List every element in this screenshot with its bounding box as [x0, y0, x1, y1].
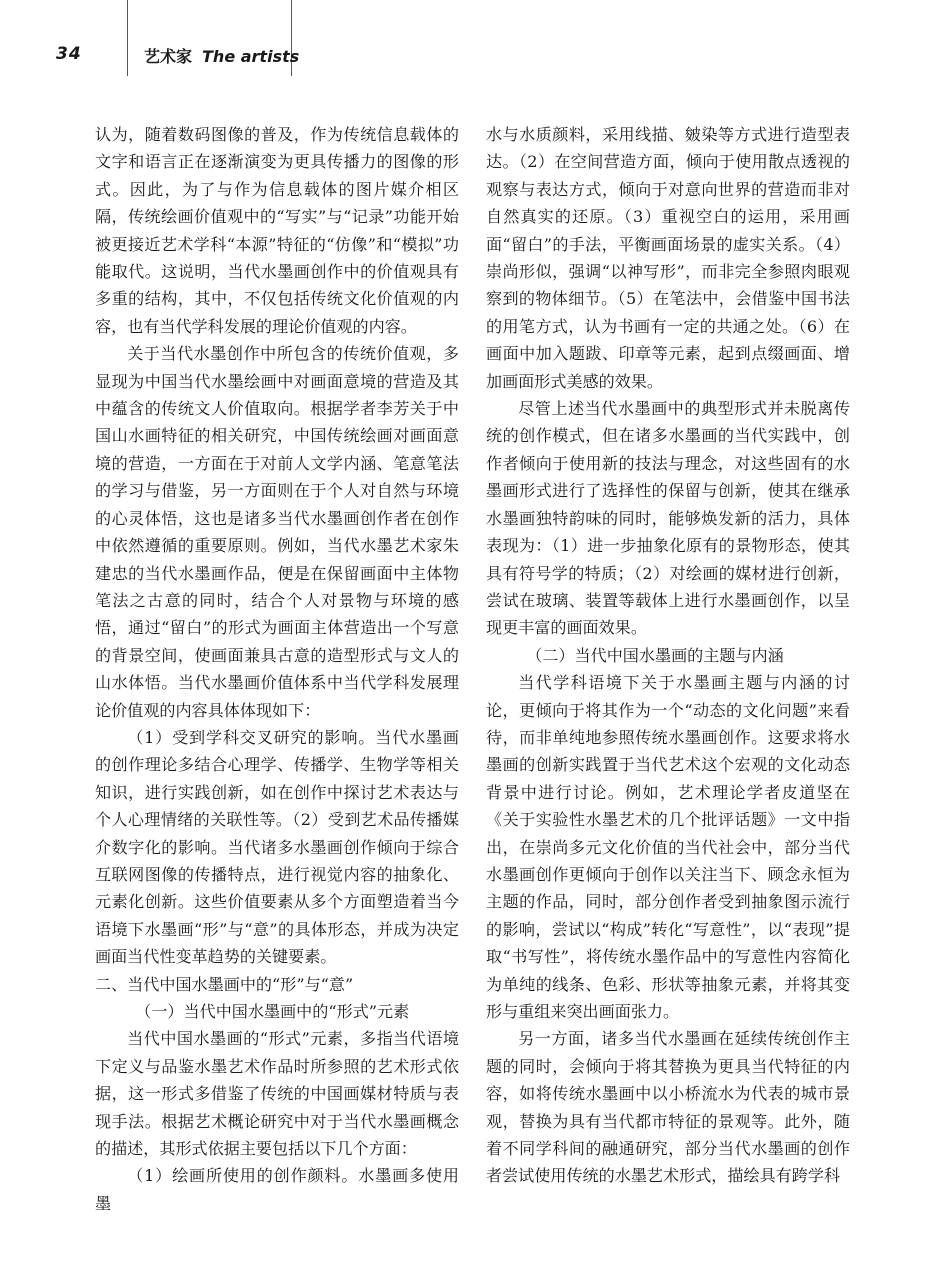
paragraph: 当代学科语境下关于水墨画主题与内涵的讨论，更倾向于将其作为一个“动态的文化问题”来看待，而非单纯地参照传统水墨画创作。这要求将水墨画的创新实践置于当代艺术这个宏观的文化动态背景中进行讨论。例如，艺术理论学者皮道坚在《关于实验性水墨艺术的几个批评话题》一文中指出，在崇尚多元文化价值的当代社会中，部分当代水墨画创作更倾向于创作以关注当下、顾念永恒为主题的作品，同时，部分创作者受到抽象图示流行的影响，尝试以“构成”转化“写意性”，以“表现”提取“书写性”，将传统水墨作品中的写意性内容简化为单纯的线条、色彩、形状等抽象元素，并将其变形与重组来突出画面张力。 — [486, 673, 850, 1021]
section-heading: 二、当代中国水墨画中的“形”与“意” — [95, 974, 354, 994]
paragraph: 当代中国水墨画的“形式”元素，多指当代语境下定义与品鉴水墨艺术作品时所参照的艺术形式依据，这一形式多借鉴了传统的中国画媒材特质与表现手法。根据艺术概论研究中对于当代水墨画概念的描述，其形式依据主要包括以下几个方面： — [95, 1029, 459, 1159]
right-column — [486, 121, 850, 1190]
paragraph: 水与水质颜料，采用线描、皴染等方式进行造型表达。（2）在空间营造方面，倾向于使用散点透视的观察与表达方式，倾向于对意向世界的营造而非对自然真实的还原。（3）重视空白的运用，采用画面“留白”的手法，平衡画面场景的虚实关系。（4）崇尚形似，强调“以神写形”，而非完全参照肉眼观察到的物体细节。（5）在笔法中，会借鉴中国书法的用笔方式，认为书画有一定的共通之处。（6）在画面中加入题跋、印章等元素，起到点缀画面、增加画面形式美感的效果。 — [486, 125, 850, 391]
journal-title-cn: 艺术家 — [144, 47, 193, 66]
paragraph: （1）绘画所使用的创作颜料。水墨画多使用墨 — [95, 1166, 459, 1213]
paragraph: 另一方面，诸多当代水墨画在延续传统创作主题的同时，会倾向于将其替换为更具当代特征的内容，如将传统水墨画中以小桥流水为代表的城市景观，替换为具有当代都市特征的景观等。此外，随着不同学科间的融通研究，部分当代水墨画的创作者尝试使用传统的水墨艺术形式，描绘具有跨学科 — [486, 1029, 850, 1186]
journal-title — [144, 44, 299, 67]
header-divider-left — [127, 0, 128, 76]
page-number: 34 — [56, 44, 82, 64]
subsection-heading: （二）当代中国水墨画的主题与内涵 — [526, 645, 784, 665]
subsection-heading: （一）当代中国水墨画中的“形式”元素 — [135, 1002, 410, 1021]
journal-title-en: The artists — [202, 47, 300, 66]
paragraph: （1）受到学科交叉研究的影响。当代水墨画的创作理论多结合心理学、传播学、生物学等相关知识，进行实践创新，如在创作中探讨艺术表达与个人心理情绪的关联性等。（2）受到艺术品传播媒介数字化的影响。当代诸多水墨画创作倾向于综合互联网图像的传播特点，进行视觉内容的抽象化、元素化创新。这些价值要素从多个方面塑造着当今语境下水墨画“形”与“意”的具体形态，并成为决定画面当代性变革趋势的关键要素。 — [95, 727, 459, 967]
paragraph: 关于当代水墨创作中所包含的传统价值观，多显现为中国当代水墨绘画中对画面意境的营造及其中蕴含的传统文人价值取向。根据学者李芳关于中国山水画特征的相关研究，中国传统绘画对画面意境的营造，一方面在于对前人文学内涵、笔意笔法的学习与借鉴，另一方面则在于个人对自然与环境的心灵体悟，这也是诸多当代水墨画创作者在创作中依然遵循的重要原则。例如，当代水墨艺术家朱建忠的当代水墨画作品，便是在保留画面中主体物笔法之古意的同时，结合个人对景物与环境的感悟，通过“留白”的形式为画面主体营造出一个写意的背景空间，使画面兼具古意的造型形式与文人的山水体悟。当代水墨画价值体系中当代学科发展理论价值观的内容具体体现如下： — [95, 344, 459, 720]
paragraph: 认为，随着数码图像的普及，作为传统信息载体的文字和语言正在逐渐演变为更具传播力的图像的形式。因此，为了与作为信息载体的图片媒介相区隔，传统绘画价值观中的“写实”与“记录”功能开始被更接近艺术学科“本源”特征的“仿像”和“模拟”功能取代。这说明，当代水墨画创作中的价值观具有多重的结构，其中，不仅包括传统文化价值观的内容，也有当代学科发展的理论价值观的内容。 — [95, 125, 459, 336]
paragraph: 尽管上述当代水墨画中的典型形式并未脱离传统的创作模式，但在诸多水墨画的当代实践中，创作者倾向于使用新的技法与理念，对这些固有的水墨画形式进行了选择性的保留与创新，使其在继承水墨画独特韵味的同时，能够焕发新的活力，具体表现为：（1）进一步抽象化原有的景物形态，使其具有符号学的特质；（2）对绘画的媒材进行创新，尝试在玻璃、装置等载体上进行水墨画创作，以呈现更丰富的画面效果。 — [486, 399, 850, 638]
left-column — [95, 121, 459, 1217]
